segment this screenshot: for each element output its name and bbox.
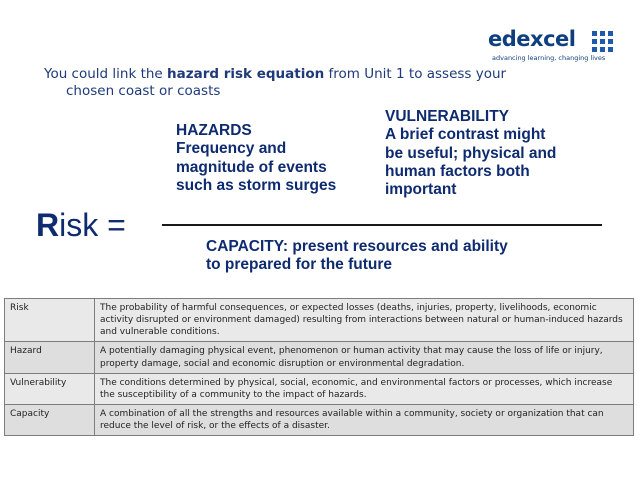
capacity-denominator xyxy=(206,238,566,275)
definition-cell: The probability of harmful consequences, or expected losses (deaths, injuries, property, livelihoods, economic activity disrupted or environment damaged) resulting from interactions between natural or human-induced hazards and vulnerable conditions. xyxy=(95,299,634,342)
table-row xyxy=(5,404,634,435)
table-row xyxy=(5,373,634,404)
vulnerability-line: important xyxy=(385,181,457,199)
intro-line2: chosen coast or coasts xyxy=(66,82,221,99)
term-cell: Hazard xyxy=(5,342,95,373)
intro-suffix: from Unit 1 to assess your xyxy=(324,66,507,82)
table-row xyxy=(5,299,634,342)
edexcel-logo: edexcel xyxy=(488,27,576,51)
term-cell: Capacity xyxy=(5,404,95,435)
risk-rest: isk = xyxy=(59,207,126,243)
logo-grid-icon xyxy=(592,31,614,53)
hazards-line: HAZARDS xyxy=(176,122,252,139)
intro-prefix: You could link the xyxy=(44,66,168,82)
risk-label xyxy=(36,207,126,244)
definition-cell: A combination of all the strengths and resources available within a community, society or organization that can reduce the level of risk, or the effects of a disaster. xyxy=(95,404,634,435)
logo-tagline: advancing learning, changing lives xyxy=(492,54,606,62)
hazards-line: such as storm surges xyxy=(176,176,337,194)
hazards-numerator xyxy=(176,122,376,195)
vulnerability-numerator xyxy=(385,108,615,199)
term-cell: Vulnerability xyxy=(5,373,95,404)
intro-text xyxy=(44,66,584,100)
fraction-line xyxy=(162,224,602,226)
table-row xyxy=(5,342,634,373)
vulnerability-line: A brief contrast might xyxy=(385,126,546,144)
vulnerability-line: be useful; physical and xyxy=(385,144,557,162)
hazards-line: magnitude of events xyxy=(176,158,327,176)
capacity-line: to prepared for the future xyxy=(206,256,393,274)
term-cell: Risk xyxy=(5,299,95,342)
definition-cell: The conditions determined by physical, social, economic, and environmental factors or processes, which increase the susceptibility of a community to the impact of hazards. xyxy=(95,373,634,404)
capacity-line: CAPACITY: present resources and ability xyxy=(206,238,508,255)
hazards-line: Frequency and xyxy=(176,140,287,158)
vulnerability-line: human factors both xyxy=(385,162,530,180)
intro-bold: hazard risk equation xyxy=(167,66,325,82)
definitions-table xyxy=(4,298,634,436)
definition-cell: A potentially damaging physical event, phenomenon or human activity that may cause the loss of life or injury, property damage, social and economic disruption or environmental degradation. xyxy=(95,342,634,373)
vulnerability-line: VULNERABILITY xyxy=(385,108,509,125)
risk-initial: R xyxy=(36,207,60,243)
